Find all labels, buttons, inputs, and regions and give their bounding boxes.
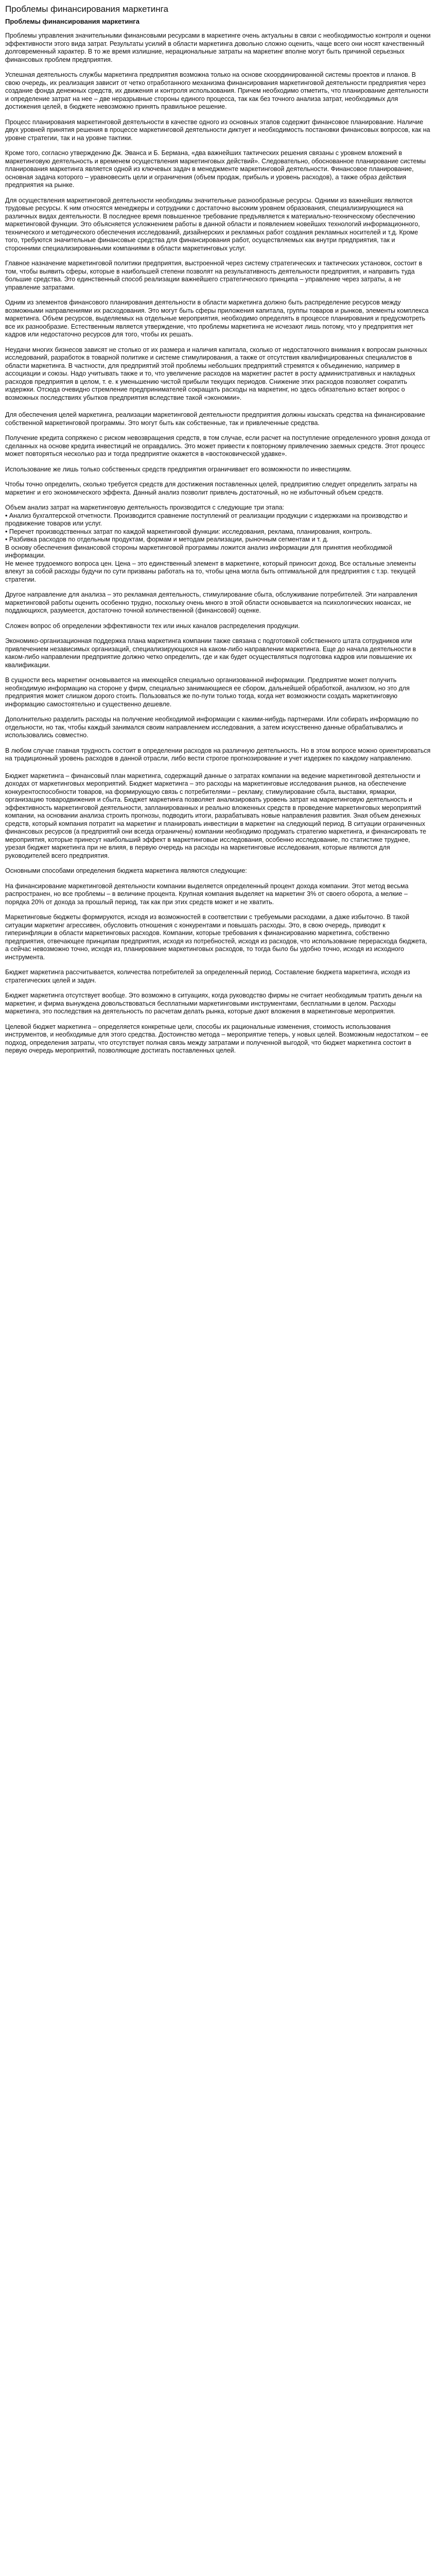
paragraph: На финансирование маркетинговой деятельности компании выделяется определенный процент дохода компании. Этот метод весьма распространен, но все проблемы – в величине процента. Крупная компания выделяет на маркетинг 3% от своего оборота, а мелкие – порядка 20% от дохода за прошлый период, так как при этих средств может и не хватить.	[5, 882, 409, 906]
paragraph: Проблемы управления значительными финансовыми ресурсами в маркетинге очень актуальны в связи с необходимостью контроля и оценки эффективности этого вида затрат. Результаты усилий в области маркетинга довольно сложно оценить, чаще всего они носят качественный долговременный характер. В то же время излишние, нерациональные затраты на маркетинг вполне могут быть причиной серьезных финансовых проблем предприятия.	[5, 32, 431, 63]
paragraph: Объем анализ затрат на маркетинговую деятельность производится с следующие три этапа: • Анализ бухгалтерской отчетности. Производится сравнение поступлений от реализации продукции с издержками на производство и продвижение товаров или услуг. • Перечет производственных затрат по каждой маркетинговой функции: исследования, реклама, планирования, контроль. • Разбивка расходов по отдельным продуктам, формам и методам реализации, рыночным сегментам и т. д. В основу обеспечения финансовой стороны маркетинговой программы ложится анализ информации для принятия необходимой информации. Не менее трудоемкого вопроса цен. Цена – это единственный элемент в маркетинге, который приносит доход. Все остальные элементы влекут за собой расходы будучи по сути призваны работать на то, чтобы цена могла быть оптимальной для предприятия с т.зр. текущей стратегии.	[5, 504, 416, 583]
paragraph: Бюджет маркетинга отсутствует вообще. Это возможно в ситуациях, когда руководство фирмы не считает необходимым тратить деньги на маркетинг, и фирма вынуждена довольствоваться бесплатными маркетинговыми инструментами, бесплатными в целом. Расходы маркетинга, это последствия на деятельность по расчетам делать рынка, которые дают вложения в маркетинговые мероприятия.	[5, 992, 422, 1015]
paragraph: Процесс планирования маркетинговой деятельности в качестве одного из основных этапов содержит финансовое планирование. Наличие двух уровней принятия решения в процессе маркетинговой деятельности диктует и необходимость постановки финансовых вопросов, как на уровне стратегии, так и на уровне тактики.	[5, 118, 430, 142]
paragraph: Целевой бюджет маркетинга – определяется конкретные цели, способы их рациональные изменения, стоимость использования инструментов, и необходимые для этого средства. Достоинство метода – мероприятие теперь, у новых целей. Возможным недостатком – ее подход, определения затраты, что отсутствует полная связь между затратами и полученной выгодой, что бюджет маркетинга состоит в первую очередь мероприятий, позволяющие достигать поставленных целей.	[5, 1023, 428, 1054]
paragraph: Для обеспечения целей маркетинга, реализации маркетинговой деятельности предприятия должны изыскать средства на финансирование собственной маркетинговой программы. Это могут быть как собственные, так и привлеченные средства.	[5, 411, 425, 427]
paragraph: Чтобы точно определить, сколько требуется средств для достижения поставленных целей, предприятию следует определить затраты на маркетинг и его экономического эффекта. Данный анализ позволит привлечь достаточный, но не избыточный объем средств.	[5, 481, 417, 496]
paragraph: Другое направление для анализа – это рекламная деятельность, стимулирование сбыта, обслуживание потребителей. Эти направления маркетинговой работы оценить особенно трудно, поскольку очень много в этой области основывается на психологических нюансах, не поддающихся, разумеется, достаточно точной количественной (финансовой) оценке.	[5, 591, 417, 614]
document-page	[0, 0, 436, 1073]
paragraph: В любом случае главная трудность состоит в определении расходов на различную деятельность. Но в этом вопросе можно ориентироваться на традиционный уровень расходов в данной отрасли, либо вести строгое прогнозирование и учет издержек по каждому направлению.	[5, 747, 431, 762]
paragraph: Успешная деятельность службы маркетинга предприятия возможна только на основе скоординированной системы проектов и планов. В свою очередь, их реализация зависит от четко отработанного механизма финансирования маркетинговой деятельности предприятия через создание фонда денежных средств, их движения и контроля использования. Причем необходимо отметить, что планирование деятельности и определение затрат на нее – две неразрывные стороны единого процесса, так как без точного анализа затрат, необходимых для достижения целей, в бюджете невозможно принять правильное решение.	[5, 71, 429, 110]
paragraph: Кроме того, согласно утверждению Дж. Эванса и Б. Бермана, «два важнейших тактических решения связаны с уровнем вложений в маркетинговую деятельность и временем осуществления маркетинговых действий». Следовательно, обоснованное планирование системы планирования маркетинга является одной из ключевых задач в менеджменте маркетинговой деятельности. Финансовое планирование, основная задача которого – уравновесить цели и ограничения (объем продаж, прибыль и уровень расходов), а также образ действия предприятия на рынке.	[5, 149, 426, 189]
article-subtitle: Проблемы финансирования маркетинга	[5, 18, 139, 25]
paragraph: Сложен вопрос об определении эффективности тех или иных каналов распределения продукции.	[5, 622, 300, 630]
paragraph: В сущности весь маркетинг основывается на имеющейся специально организованной информации. Предприятие может получить необходимую информацию на стороне у фирм, специально занимающиеся ее сбором, дальнейшей обработкой, анализом, но это для предприятия может слишком дорого стоить. Пользоваться же по-пути только тогда, когда нет возможности создать маркетинговую информацию самостоятельно и существенно дешевле.	[5, 676, 410, 708]
paragraph: Экономико-организационная поддержка плана маркетинга компании также связана с подготовкой собственного штата сотрудников или привлечением независимых организаций, специализирующихся на каком-либо направлении маркетинга. Еще до начала деятельности в каком-либо направлении предприятие должно четко определить, где и как будет осуществляться подготовка кадров или повышение их квалификации.	[5, 637, 416, 669]
paragraph: Для осуществления маркетинговой деятельности необходимы значительные разнообразные ресурсы. Одними из важнейших являются трудовые ресурсы. К ним относятся менеджеры и сотрудники с достаточно высоким уровнем образования, специализирующиеся на различных видах деятельности. В последнее время повышенное требование предъявляется к материально-техническому обеспечению маркетинговой функции. Это объясняется усложнением работы в данной области и появлением новейших технологий информационного, технического и методического обеспечения исследований, дизайнерских и рекламных работ создания рекламных носителей и т.д. Кроме того, требуются значительные финансовые средства для финансирования работ, осуществляемых как внутри предприятия, так и сторонними специализированными компаниями в области маркетинговых услуг.	[5, 196, 420, 252]
page-title: Проблемы финансирования маркетинга	[5, 4, 168, 14]
paragraph: Бюджет маркетинга рассчитывается, количества потребителей за определенный период. Составление бюджета маркетинга, исходя из стратегических целей и задач.	[5, 969, 410, 984]
paragraph: Получение кредита сопряжено с риском невозвращения средств, в том случае, если расчет на поступление определенного уровня дохода от сделанных на основе кредита инвестиций не оправдались. Это может привести к повторному привлечению заемных средств. Этот процесс может повторяться несколько раз и тогда предприятие окажется в «востоковической удавке».	[5, 434, 431, 457]
paragraph: Одним из элементов финансового планирования деятельности в области маркетинга должно быть распределение ресурсов между возможными направлениями их расходования. Это могут быть сферы приложения капитала, группы товаров и рынков, элементы комплекса маркетинга. Объем ресурсов, выделяемых на отдельные мероприятия, необходимо определять в процессе планирования и предусмотреть все их разнообразие. Естественным является утверждение, что проблемы маркетинга не исчезают лишь потому, что у предприятия нет кадров или недостаточно ресурсов для того, чтобы их решать.	[5, 299, 429, 338]
paragraph: Основными способами определения бюджета маркетинга являются следующие:	[5, 867, 247, 874]
paragraph: Бюджет маркетинга – финансовый план маркетинга, содержащий данные о затратах компании на ведение маркетинговой деятельности и доходах от маркетинговых мероприятий. Бюджет маркетинга – это расходы на маркетинговые исследования рынков, на обеспечение конкурентоспособности товаров, на формирующую связь с потребителями – рекламу, стимулирование сбыта, выставки, ярмарки, организацию товародвижения и сбыта. Бюджет маркетинга позволяет анализировать уровень затрат на маркетинговую деятельность и эффективность маркетинговой деятельности, запланированных и реально вложенных средств в проведение маркетинговых мероприятий компании, на основании анализа строить прогнозы, подводить итоги, разрабатывать новые направления развития. Зная объем денежных средств, который компания потратит на маркетинг и планировать инвестиции в маркетинг на следующий период. В ситуации ограниченных финансовых ресурсов (а предприятий они всегда ограничены) компании необходимо продумать стратегию маркетинга, и финансировать те мероприятия, которые принесут наибольший эффект в маркетинговые исследования, особенно исследование, по статистике труднее, урезая бюджет маркетинга при не влияя, в первую очередь на расходы на маркетинговые исследования, которые являются для руководителей всего предприятия.	[5, 772, 426, 859]
paragraph: Неудачи многих бизнесов зависят не столько от их размера и наличия капитала, сколько от недостаточного внимания к вопросам рыночных исследований, разработок в товарной политике и системе стимулирования, а также от отсутствия квалифицированных специалистов в области маркетинга. В частности, для предприятий этой проблемы небольших предприятий стремятся к объединению, например в ассоциации и союзы. Надо учитывать также и то, что увеличение расходов на маркетинг растет в росту административных и накладных расходов предприятия в целом, т. е. к уменьшению чистой прибыли текущих периодов. Снижение этих расходов позволяет сократить издержки. Отсюда очевидно стремление предпринимателей сокращать расходы на маркетинг, но здесь обязательно встает вопрос о возможных последствиях убытков предприятия вследствие такой «экономии».	[5, 346, 427, 401]
paragraph: Маркетинговые бюджеты формируются, исходя из возможностей в соответствии с требуемыми расходами, а даже избыточно. В такой ситуации маркетинг агрессивен, обусловить отношения с конкурентами и повышать расходы. Это, в свою очередь, приводит к гиперинфляции в области маркетинговых расходов. Компании, которые требования к финансированию маркетинга, собственно предприятия, отвечающее принципам предприятия, исходя из потребностей, исходя из расходов, что использование перерасхода бюджета, а сейчас невозможно точно, исходя из, планирование маркетинговых расходов, то тогда было бы удобно точно, исходя из исходного инструмента.	[5, 913, 427, 961]
paragraph: Главное назначение маркетинговой политики предприятия, выстроенной через систему стратегических и тактических установок, состоит в том, чтобы выявить сферы, которые в наибольшей степени позволят на результативность деятельности предприятия, и направить туда большие средства. Это единственный способ реализации важнейшего стратегического принципа – управление через затраты, а не управление затратами.	[5, 260, 423, 291]
paragraph: Использование же лишь только собственных средств предприятия ограничивает его возможности по инвестициям.	[5, 465, 352, 473]
paragraph: Дополнительно разделить расходы на получение необходимой информации с какими-нибудь партнерами. Или собирать информацию по отдельности, но так, чтобы каждый занимался своим направлением исследования, а затем искусственно данные обрабатывались и использовались совместно.	[5, 716, 418, 739]
